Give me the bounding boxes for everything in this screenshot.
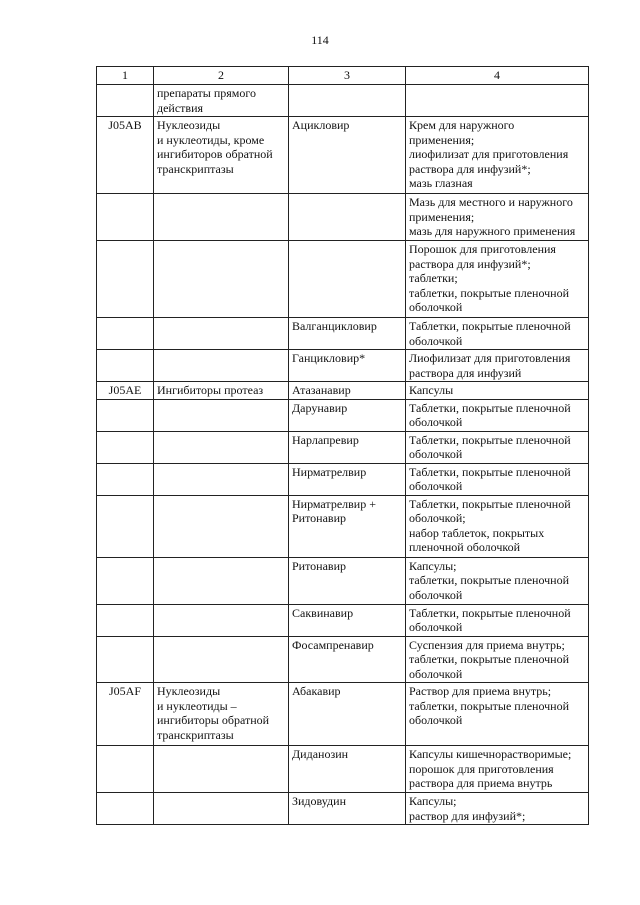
atc-code-cell: J05AF [97,683,154,746]
dosage-forms-cell: Капсулы кишечнорастворимые; порошок для приготовления раствора для приема внутрь [406,746,589,793]
group-cell [154,463,289,495]
drug-name-cell: Абакавир [289,683,406,746]
group-cell [154,746,289,793]
table-row [97,746,589,793]
dosage-forms-cell: Таблетки, покрытые пленочной оболочкой; набор таблеток, покрытых пленочной оболочкой [406,495,589,557]
drug-name-cell: Ганцикловир* [289,350,406,382]
atc-code-cell [97,604,154,636]
group-cell [154,350,289,382]
group-cell [154,636,289,683]
atc-code-cell [97,318,154,350]
group-cell: препараты прямого действия [154,85,289,117]
drug-name-cell: Нирматрелвир + Ритонавир [289,495,406,557]
atc-code-cell [97,463,154,495]
dosage-forms-cell: Капсулы [406,382,589,400]
drug-name-cell [289,85,406,117]
group-cell [154,495,289,557]
drug-name-cell: Ритонавир [289,557,406,604]
table-row [97,557,589,604]
table-row [97,350,589,382]
table-row [97,399,589,431]
atc-code-cell [97,636,154,683]
atc-code-cell: J05AB [97,117,154,194]
drug-name-cell: Валганцикловир [289,318,406,350]
page-number: 114 [311,33,329,47]
group-cell: Нуклеозиды и нуклеотиды – ингибиторы обратной транскриптазы [154,683,289,746]
group-cell [154,793,289,825]
table-row [97,382,589,400]
atc-code-cell [97,793,154,825]
dosage-forms-cell: Таблетки, покрытые пленочной оболочкой [406,431,589,463]
group-cell [154,431,289,463]
table-row [97,431,589,463]
column-header-3: 3 [289,67,406,85]
group-cell: Нуклеозиды и нуклеотиды, кроме ингибиторов обратной транскриптазы [154,117,289,194]
atc-code-cell [97,85,154,117]
group-cell [154,604,289,636]
table-row [97,636,589,683]
group-cell [154,318,289,350]
dosage-forms-cell: Капсулы; таблетки, покрытые пленочной оболочкой [406,557,589,604]
dosage-forms-cell: Раствор для приема внутрь; таблетки, покрытые пленочной оболочкой [406,683,589,746]
drug-name-cell: Саквинавир [289,604,406,636]
table-row [97,793,589,825]
group-cell [154,557,289,604]
table-row [97,117,589,194]
medication-table [96,66,589,825]
group-cell [154,399,289,431]
drug-name-cell [289,194,406,241]
dosage-forms-cell: Капсулы; раствор для инфузий*; [406,793,589,825]
drug-name-cell: Ацикловир [289,117,406,194]
dosage-forms-cell: Крем для наружного применения; лиофилизат для приготовления раствора для инфузий*; мазь глазная [406,117,589,194]
table-row [97,241,589,318]
table-row [97,463,589,495]
dosage-forms-cell: Таблетки, покрытые пленочной оболочкой [406,399,589,431]
dosage-forms-cell [406,85,589,117]
dosage-forms-cell: Лиофилизат для приготовления раствора для инфузий [406,350,589,382]
dosage-forms-cell: Таблетки, покрытые пленочной оболочкой [406,604,589,636]
column-header-2: 2 [154,67,289,85]
dosage-forms-cell: Мазь для местного и наружного применения; мазь для наружного применения [406,194,589,241]
dosage-forms-cell: Суспензия для приема внутрь; таблетки, покрытые пленочной оболочкой [406,636,589,683]
group-cell [154,194,289,241]
column-header-4: 4 [406,67,589,85]
dosage-forms-cell: Порошок для приготовления раствора для инфузий*; таблетки; таблетки, покрытые пленочной оболочкой [406,241,589,318]
drug-name-cell: Фосампренавир [289,636,406,683]
dosage-forms-cell: Таблетки, покрытые пленочной оболочкой [406,318,589,350]
drug-name-cell: Нарлапревир [289,431,406,463]
drug-name-cell: Зидовудин [289,793,406,825]
drug-name-cell: Дарунавир [289,399,406,431]
column-header-1: 1 [97,67,154,85]
drug-name-cell [289,241,406,318]
dosage-forms-cell: Таблетки, покрытые пленочной оболочкой [406,463,589,495]
atc-code-cell [97,194,154,241]
atc-code-cell [97,557,154,604]
table-row [97,194,589,241]
drug-name-cell: Нирматрелвир [289,463,406,495]
table-row [97,318,589,350]
table-row [97,85,589,117]
atc-code-cell: J05AE [97,382,154,400]
table-row [97,683,589,746]
atc-code-cell [97,350,154,382]
drug-name-cell: Атазанавир [289,382,406,400]
atc-code-cell [97,241,154,318]
atc-code-cell [97,399,154,431]
atc-code-cell [97,431,154,463]
table-header-row [97,67,589,85]
atc-code-cell [97,495,154,557]
table-row [97,604,589,636]
atc-code-cell [97,746,154,793]
group-cell [154,241,289,318]
drug-name-cell: Диданозин [289,746,406,793]
table-row [97,495,589,557]
group-cell: Ингибиторы протеаз [154,382,289,400]
